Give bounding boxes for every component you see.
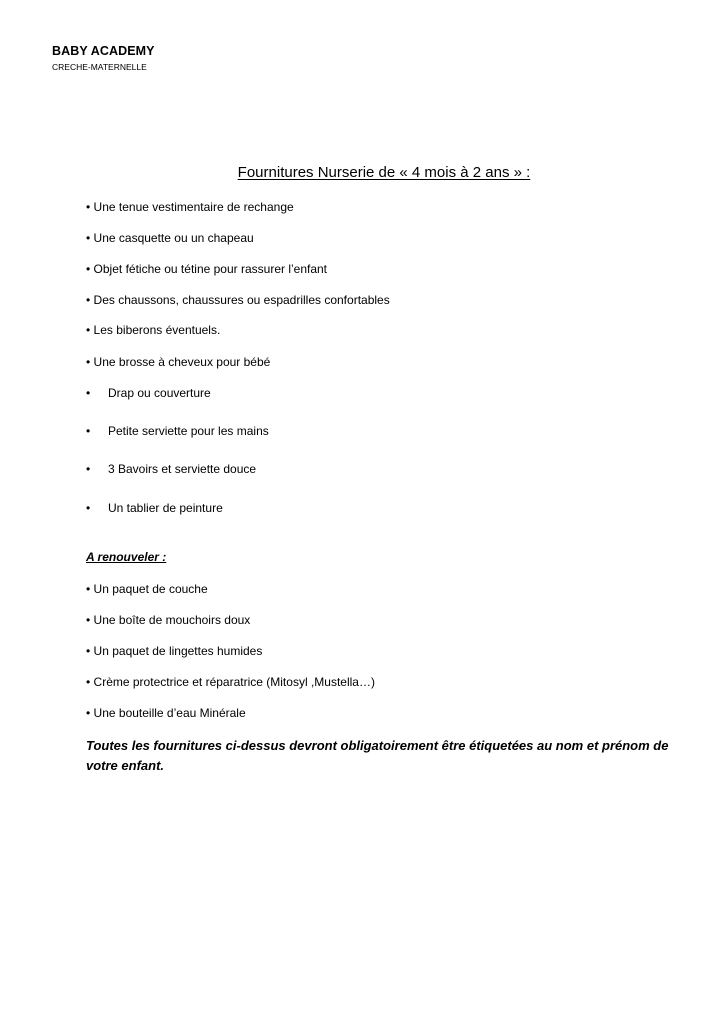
renew-item: [86, 582, 208, 596]
bullet-icon: •: [86, 613, 91, 627]
supply-item: [86, 200, 294, 214]
bullet-icon: •: [86, 293, 91, 307]
organization-name: BABY ACADEMY: [52, 44, 155, 58]
supply-item: [86, 262, 327, 276]
labeling-note: Toutes les fournitures ci-dessus devront obligatoirement être étiquetées au nom et prénom de votre enfant.: [86, 738, 669, 773]
renew-item: [86, 675, 375, 689]
supply-item: [86, 323, 220, 337]
bullet-icon: •: [86, 706, 91, 720]
supply-item-label: Une brosse à cheveux pour bébé: [93, 355, 271, 369]
bullet-icon: •: [86, 675, 91, 689]
bullet-icon: •: [86, 262, 91, 276]
bullet-icon: •: [86, 386, 91, 400]
supply-item-label: Une tenue vestimentaire de rechange: [93, 200, 294, 214]
supply-item: [86, 355, 270, 369]
supply-item-label: Petite serviette pour les mains: [108, 424, 269, 438]
supply-item-label: Objet fétiche ou tétine pour rassurer l’enfant: [93, 262, 328, 276]
renew-item-label: Un paquet de lingettes humides: [93, 644, 263, 658]
bullet-icon: •: [86, 644, 91, 658]
bullet-icon: •: [86, 424, 91, 438]
bullet-icon: •: [86, 355, 91, 369]
bullet-icon: •: [86, 200, 91, 214]
supply-item-label: 3 Bavoirs et serviette douce: [108, 462, 257, 476]
bullet-icon: •: [86, 582, 91, 596]
supply-item: [86, 386, 211, 400]
page-title: Fournitures Nurserie de « 4 mois à 2 ans » :: [237, 164, 531, 181]
bullet-icon: •: [86, 323, 91, 337]
bullet-icon: •: [86, 462, 91, 476]
supply-item: [86, 424, 269, 438]
organization-subtitle: CRECHE-MATERNELLE: [52, 62, 147, 72]
bullet-icon: •: [86, 231, 91, 245]
renew-item-label: Crème protectrice et réparatrice (Mitosyl ,Mustella…): [93, 675, 375, 689]
supply-item-label: Un tablier de peinture: [108, 501, 223, 515]
supply-item: [86, 231, 254, 245]
supply-item: [86, 501, 223, 515]
bullet-icon: •: [86, 501, 91, 515]
renew-item: [86, 706, 246, 720]
supply-item: [86, 462, 256, 476]
renew-item-label: Une boîte de mouchoirs doux: [93, 613, 251, 627]
renew-item: [86, 644, 262, 658]
supply-item-label: Une casquette ou un chapeau: [93, 231, 254, 245]
renew-item-label: Une bouteille d’eau Minérale: [93, 706, 246, 720]
supply-item-label: Les biberons éventuels.: [93, 323, 221, 337]
supply-item-label: Drap ou couverture: [108, 386, 211, 400]
supply-item-label: Des chaussons, chaussures ou espadrilles confortables: [93, 293, 390, 307]
supply-item: [86, 293, 390, 307]
renew-item-label: Un paquet de couche: [93, 582, 208, 596]
renew-item: [86, 613, 250, 627]
renew-heading: A renouveler :: [86, 550, 167, 564]
